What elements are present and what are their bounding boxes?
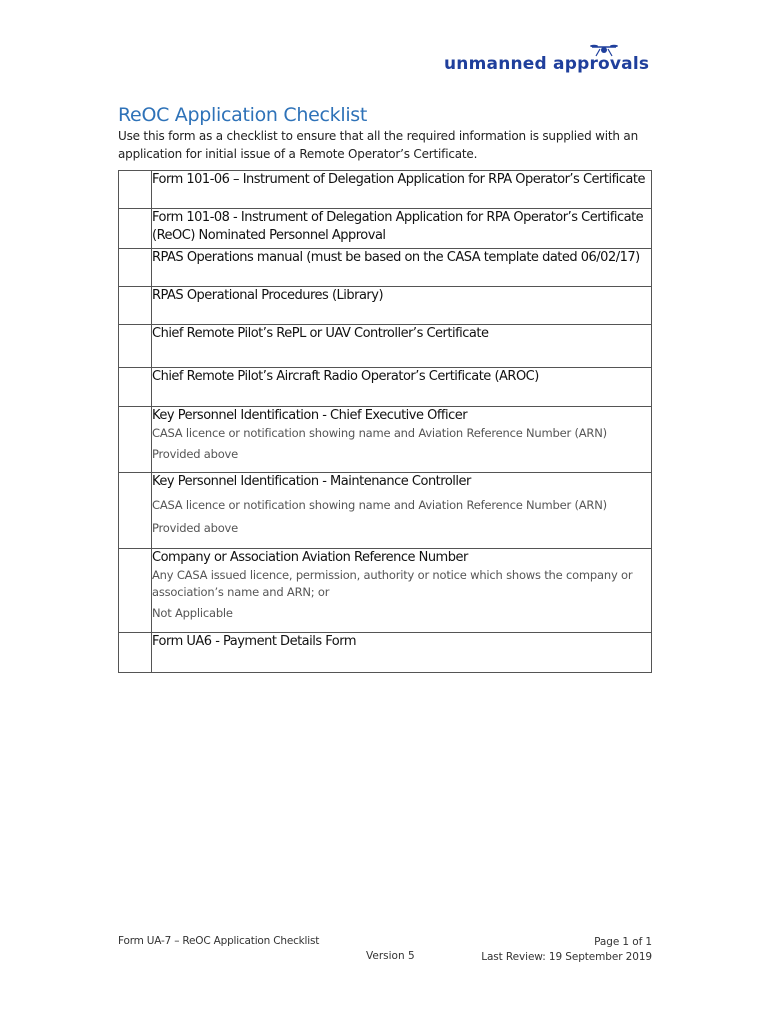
footer-form-name: Form UA-7 – ReOC Application Checklist bbox=[118, 935, 320, 947]
checklist-item bbox=[152, 633, 652, 673]
drone-icon bbox=[590, 44, 618, 58]
page-title: ReOC Application Checklist bbox=[118, 104, 368, 126]
item-title: Form 101-06 – Instrument of Delegation Application for RPA Operator’s Certificate bbox=[152, 172, 645, 187]
checklist-row bbox=[119, 171, 652, 209]
logo-text-approvals: approvals bbox=[553, 54, 650, 74]
item-title: Key Personnel Identification - Maintenance Controller bbox=[152, 474, 471, 489]
checkbox-cell[interactable] bbox=[119, 249, 152, 287]
checklist-item bbox=[152, 407, 652, 473]
item-title: Form 101-08 - Instrument of Delegation Application for RPA Operator’s Certificate (ReOC) Nominated Personnel Approval bbox=[152, 210, 644, 243]
checkbox-cell[interactable] bbox=[119, 325, 152, 368]
checklist-item bbox=[152, 325, 652, 368]
item-note: Not Applicable bbox=[152, 606, 233, 620]
checklist-row bbox=[119, 549, 652, 633]
checklist-item bbox=[152, 171, 652, 209]
checklist-row bbox=[119, 407, 652, 473]
checklist-row bbox=[119, 473, 652, 549]
checklist-row bbox=[119, 249, 652, 287]
logo-wordmark bbox=[444, 54, 649, 74]
checklist-row bbox=[119, 633, 652, 673]
checklist-row bbox=[119, 325, 652, 368]
checklist-row bbox=[119, 368, 652, 407]
item-title: Form UA6 - Payment Details Form bbox=[152, 634, 357, 649]
checklist-row bbox=[119, 287, 652, 325]
checkbox-cell[interactable] bbox=[119, 368, 152, 407]
checkbox-cell[interactable] bbox=[119, 473, 152, 549]
checkbox-cell[interactable] bbox=[119, 407, 152, 473]
item-note: Provided above bbox=[152, 447, 239, 461]
item-description: Any CASA issued licence, permission, authority or notice which shows the company or association’s name and ARN; or bbox=[152, 568, 633, 599]
intro-text: Use this form as a checklist to ensure that all the required information is supplied with an application for initial issue of a Remote Operator’s Certificate. bbox=[118, 129, 638, 161]
checklist-item bbox=[152, 549, 652, 633]
checklist-row bbox=[119, 209, 652, 249]
unmanned-approvals-logo bbox=[444, 44, 654, 78]
footer-page-number: Page 1 of 1 bbox=[594, 936, 652, 948]
item-title: Chief Remote Pilot’s Aircraft Radio Operator’s Certificate (AROC) bbox=[152, 369, 539, 384]
footer-page-info bbox=[481, 935, 652, 965]
checklist-table bbox=[118, 170, 652, 673]
checklist-item bbox=[152, 209, 652, 249]
item-title: RPAS Operations manual (must be based on the CASA template dated 06/02/17) bbox=[152, 250, 640, 265]
footer-version: Version 5 bbox=[366, 950, 415, 962]
item-title: RPAS Operational Procedures (Library) bbox=[152, 288, 384, 303]
item-note: Provided above bbox=[152, 521, 239, 535]
item-title: Company or Association Aviation Reference Number bbox=[152, 550, 468, 565]
footer-last-review: Last Review: 19 September 2019 bbox=[481, 951, 652, 963]
item-title: Key Personnel Identification - Chief Executive Officer bbox=[152, 408, 468, 423]
checkbox-cell[interactable] bbox=[119, 633, 152, 673]
checklist-item bbox=[152, 249, 652, 287]
logo-text-unmanned: unmanned bbox=[444, 54, 547, 74]
item-description: CASA licence or notification showing name and Aviation Reference Number (ARN) bbox=[152, 498, 607, 512]
item-title: Chief Remote Pilot’s RePL or UAV Controller’s Certificate bbox=[152, 326, 489, 341]
checkbox-cell[interactable] bbox=[119, 209, 152, 249]
checkbox-cell[interactable] bbox=[119, 549, 152, 633]
checklist-item bbox=[152, 473, 652, 549]
checkbox-cell[interactable] bbox=[119, 171, 152, 209]
checklist-item bbox=[152, 287, 652, 325]
checklist-item bbox=[152, 368, 652, 407]
checkbox-cell[interactable] bbox=[119, 287, 152, 325]
item-description: CASA licence or notification showing name and Aviation Reference Number (ARN) bbox=[152, 426, 607, 440]
